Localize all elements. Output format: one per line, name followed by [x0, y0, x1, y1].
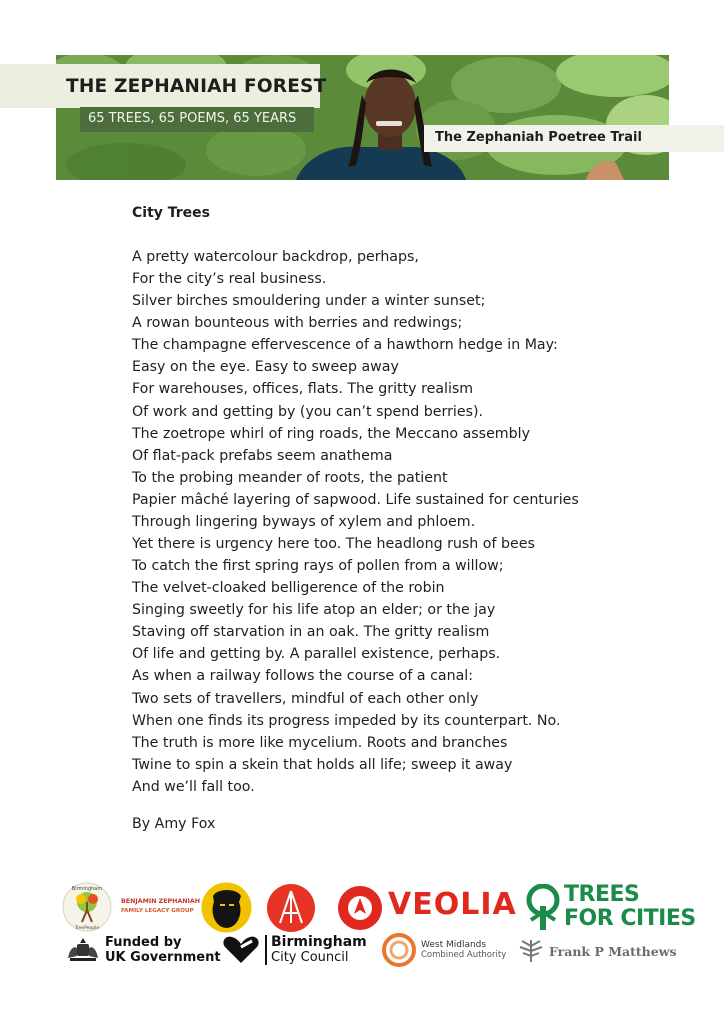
poem-line: The velvet-cloaked belligerence of the robin [132, 580, 445, 597]
birmingham-treepeople-top: Birmingham [71, 886, 103, 892]
poem-line: And we’ll fall too. [132, 778, 255, 795]
poem-line: A rowan bounteous with berries and redwings; [132, 315, 463, 332]
poem-title: City Trees [132, 205, 211, 221]
poem-line: Singing sweetly for his life atop an elder; or the jay [132, 602, 496, 619]
birmingham-cc-line2: City Council [271, 950, 349, 965]
poem-line: A pretty watercolour backdrop, perhaps, [132, 249, 419, 265]
uk-gov-line2: UK Government [105, 950, 221, 965]
poem-line: Easy on the eye. Easy to sweep away [132, 359, 399, 376]
poem-line: Staving off starvation in an oak. The gritty realism [132, 624, 490, 641]
trail-label: The Zephaniah Poetree Trail [435, 130, 642, 145]
trees-for-cities-icon [523, 884, 563, 932]
birmingham-cc-line1: Birmingham [271, 934, 367, 950]
poem-line: The champagne effervescence of a hawthorn hedge in May: [132, 337, 558, 354]
poem-line: For the city’s real business. [132, 271, 327, 288]
frank-p-matthews-wordmark: Frank P Matthews [549, 944, 677, 959]
frank-p-matthews-tree-icon [516, 938, 546, 964]
poem-line: Yet there is urgency here too. The headlong rush of bees [132, 536, 535, 553]
birmingham-heart-icon [222, 935, 260, 965]
wmca-line2: Combined Authority [421, 950, 507, 960]
page-title: THE ZEPHANIAH FOREST [66, 76, 327, 97]
poem-line: Of life and getting by. A parallel existence, perhaps. [132, 646, 501, 663]
subtitle: 65 TREES, 65 POEMS, 65 YEARS [88, 111, 297, 126]
poem-line: Of work and getting by (you can’t spend berries). [132, 403, 484, 420]
poem-line: When one finds its progress impeded by its counterpart. No. [132, 712, 561, 729]
trees-for-cities-line2: FOR CITIES [564, 906, 696, 931]
poem-line: Papier mâché layering of sapwood. Life sustained for centuries [132, 491, 579, 508]
birmingham-cc-divider [265, 935, 267, 965]
poem-line: Twine to spin a skein that holds all life; sweep it away [132, 756, 513, 773]
poem-line: To catch the first spring rays of pollen from a willow; [132, 558, 504, 575]
poem-line: The zoetrope whirl of ring roads, the Meccano assembly [132, 425, 530, 442]
birmingham-treepeople-logo [62, 882, 112, 932]
poem-body [132, 246, 632, 798]
uk-gov-line1: Funded by [105, 935, 182, 950]
poem-line: For warehouses, offices, flats. The gritty realism [132, 381, 474, 398]
wmca-emblem-icon [382, 933, 416, 967]
poem-author: By Amy Fox [132, 816, 216, 832]
veolia-wordmark: VEOLIA [388, 887, 517, 922]
poem-line: As when a railway follows the course of a canal: [132, 668, 474, 685]
red-circle-logo [266, 883, 316, 933]
royal-crest-icon [66, 936, 100, 964]
poem-line: To the probing meander of roots, the patient [132, 469, 448, 486]
bzflg-line2: FAMILY LEGACY GROUP [121, 908, 194, 914]
poem-line: Through lingering byways of xylem and phloem. [132, 513, 476, 530]
poem-line: Of flat-pack prefabs seem anathema [132, 447, 393, 464]
poem-line: The truth is more like mycelium. Roots and branches [132, 734, 508, 751]
bzflg-line1: BENJAMIN ZEPHANIAH [121, 898, 201, 905]
birmingham-treepeople-bottom: TreePeople [74, 926, 100, 931]
zephaniah-portrait-logo [201, 882, 252, 933]
poem-line: Two sets of travellers, mindful of each other only [132, 690, 479, 707]
trees-for-cities-line1: TREES [564, 882, 640, 907]
wmca-line1: West Midlands [421, 940, 487, 950]
veolia-emblem-icon [336, 884, 384, 932]
poem-line: Silver birches smouldering under a winter sunset; [132, 293, 486, 310]
